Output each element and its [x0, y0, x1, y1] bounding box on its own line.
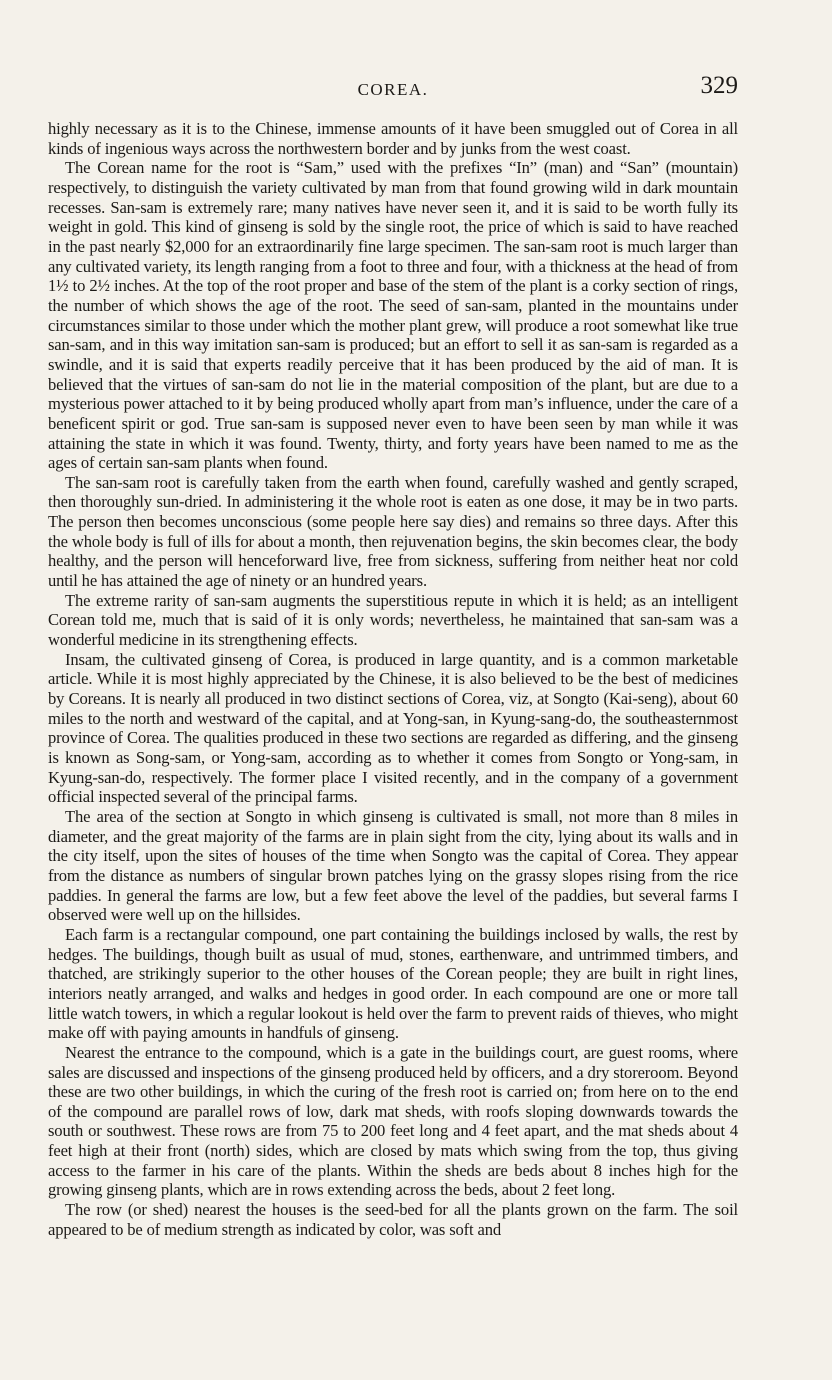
paragraph-6: The area of the section at Songto in which ginseng is cultivated is small, not more than 8 miles in diameter, and the great majority of the farms are in plain sight from the city, lying about its walls and in the city itself, upon the sites of houses of the time when Songto was the capital of Corea. They appear from the distance as numbers of singular brown patches lying on the grassy slopes rising from the rice paddies. In general the farms are low, but a few feet above the level of the paddies, but several farms I observed were well up on the hillsides. [48, 806, 738, 925]
page-header [48, 72, 738, 106]
paragraph-2: The Corean name for the root is “Sam,” used with the prefixes “In” (man) and “San” (mountain) respectively, to distinguish the variety cultivated by man from that found growing wild in dark mountain recesses. San-sam is extremely rare; many natives have never seen it, and it is said to be worth fully its weight in gold. This kind of ginseng is sold by the single root, the price of which is said to have reached in the past nearly $2,000 for an extraordinarily fine large specimen. The san-sam root is much larger than any cultivated variety, its length ranging from a foot to three and four, with a thickness at the head of from 1½ to 2½ inches. At the top of the root proper and base of the stem of the plant is a corky section of rings, the number of which shows the age of the root. The seed of san-sam, planted in the mountains under circumstances similar to those under which the mother plant grew, will produce a root somewhat like true san-sam, and in this way imitation san-sam is produced; but an effort to sell it as san-sam is regarded as a swindle, and it is said that experts readily perceive that it has been produced by the aid of man. It is believed that the virtues of san-sam do not lie in the material composition of the plant, but are due to a mysterious power attached to it by being produced wholly apart from man’s influence, under the care of a beneficent spirit or god. True san-sam is supposed never even to have been seen by man while it was attaining the state in which it was found. Twenty, thirty, and forty years have been named to me as the ages of certain san-sam plants when found. [48, 158, 738, 473]
paragraph-3: The san-sam root is carefully taken from the earth when found, carefully washed and gently scraped, then thoroughly sun-dried. In administering it the whole root is eaten as one dose, it may be in two parts. The person then becomes unconscious (some people here say dies) and remains so three days. After this the whole body is full of ills for about a month, then rejuvenation begins, the skin becomes clear, the body healthy, and the person will henceforward live, free from sickness, suffering from neither heat nor cold until he has attained the age of ninety or an hundred years. [48, 472, 738, 591]
paragraph-9: The row (or shed) nearest the houses is the seed-bed for all the plants grown on the farm. The soil appeared to be of medium strength as indicated by color, was soft and [48, 1200, 738, 1239]
paragraph-4: The extreme rarity of san-sam augments the superstitious repute in which it is held; as an intelligent Corean told me, much that is said of it is only words; nevertheless, he maintained that san-sam was a wonderful medicine in its strengthening effects. [48, 590, 738, 650]
paragraph-7: Each farm is a rectangular compound, one part containing the buildings inclosed by walls, the rest by hedges. The buildings, though built as usual of mud, stones, earthenware, and untrimmed timbers, and thatched, are strikingly superior to the other houses of the Corean people; they are built in right lines, interiors neatly arranged, and walks and hedges in good order. In each compound are one or more tall little watch towers, in which a regular lookout is held over the farm to prevent raids of thieves, who might make off with paying amounts in handfuls of ginseng. [48, 924, 738, 1043]
paragraph-8: Nearest the entrance to the compound, which is a gate in the buildings court, are guest rooms, where sales are discussed and inspections of the ginseng produced held by officers, and a dry storeroom. Beyond these are two other buildings, in which the curing of the fresh root is carried on; from here on to the end of the compound are parallel rows of low, dark mat sheds, with roofs sloping downwards towards the south or southwest. These rows are from 75 to 200 feet long and 4 feet apart, and the mat sheds about 4 feet high at their front (north) sides, which are closed by mats which swing from the top, thus giving access to the farmer in his care of the plants. Within the sheds are beds about 8 inches high for the growing ginseng plants, which are in rows extending across the beds, about 2 feet long. [48, 1042, 738, 1200]
paragraph-5: Insam, the cultivated ginseng of Corea, is produced in large quantity, and is a common marketable article. While it is most highly appreciated by the Chinese, it is also believed to be the best of medicines by Coreans. It is nearly all produced in two distinct sections of Corea, viz, at Songto (Kai-seng), about 60 miles to the north and westward of the capital, and at Yong-san, in Kyung-sang-do, the southeasternmost province of Corea. The qualities produced in these two sections are regarded as differing, and the ginseng is known as Song-sam, or Yong-sam, according as to whether it comes from Songto or Yong-sam, in Kyung-san-do, respectively. The former place I visited recently, and in the company of a government official inspected several of the principal farms. [48, 649, 738, 807]
body-text [48, 119, 738, 1239]
paragraph-1: highly necessary as it is to the Chinese, immense amounts of it have been smuggled out of Corea in all kinds of ingenious ways across the northwestern border and by junks from the west coast. [48, 119, 738, 158]
running-head: COREA. [357, 80, 429, 99]
page-number: 329 [700, 72, 738, 99]
